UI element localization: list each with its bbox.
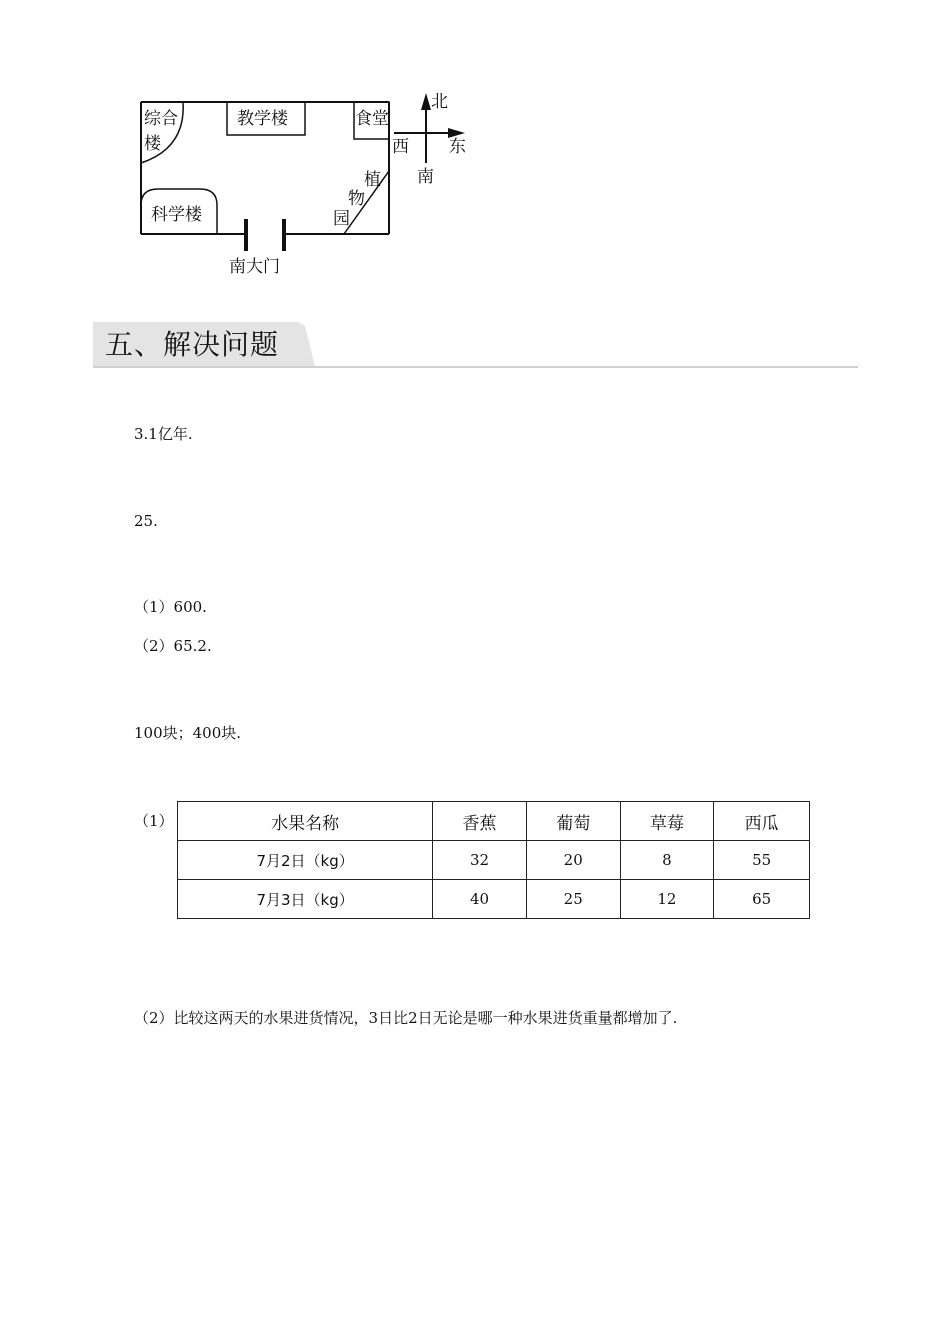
- zonghe-label-1: 综合: [144, 109, 178, 129]
- table-cell: 65: [714, 880, 810, 919]
- table-cell: 40: [433, 880, 527, 919]
- table-header-cell: 草莓: [620, 802, 714, 841]
- table-cell: 25: [526, 880, 620, 919]
- zonghe-label-2: 楼: [144, 134, 161, 154]
- compass-west: 西: [392, 137, 409, 157]
- compass-south: 南: [417, 167, 434, 187]
- table-header-cell: 葡萄: [526, 802, 620, 841]
- answer-2: 25.: [134, 512, 158, 530]
- table-cell: 8: [620, 841, 714, 880]
- section-title: 五、解决问题: [105, 328, 280, 361]
- zhiwu-label-2: 物: [348, 189, 365, 209]
- kexue-label: 科学楼: [151, 205, 202, 225]
- table-header-cell: 香蕉: [433, 802, 527, 841]
- table-row-label: 7月3日（kg）: [178, 880, 433, 919]
- jiaoxue-label: 教学楼: [237, 109, 288, 129]
- table-row: [178, 880, 810, 919]
- answer-3-part-2: （2）65.2.: [134, 637, 212, 655]
- table-cell: 55: [714, 841, 810, 880]
- table-cell: 20: [526, 841, 620, 880]
- table-row: [178, 841, 810, 880]
- compass-east: 东: [449, 137, 466, 157]
- answer-1: 3.1亿年.: [134, 425, 193, 443]
- answer-5-part-2: （2）比较这两天的水果进货情况，3日比2日无论是哪一种水果进货重量都增加了.: [134, 1009, 678, 1027]
- table-header-cell: 西瓜: [714, 802, 810, 841]
- shitang-label: 食堂: [355, 109, 389, 129]
- zhiwu-label-1: 植: [364, 170, 381, 190]
- answer-3-part-1: （1）600.: [134, 598, 207, 616]
- answer-5-label: （1）: [134, 812, 174, 830]
- table-header-cell: 水果名称: [178, 802, 433, 841]
- table-header-row: [178, 802, 810, 841]
- answer-4: 100块；400块.: [134, 724, 242, 742]
- gate-label: 南大门: [229, 257, 280, 277]
- compass-north: 北: [431, 92, 448, 112]
- fruit-table: [177, 801, 810, 919]
- table-cell: 32: [433, 841, 527, 880]
- zhiwu-label-3: 园: [333, 209, 350, 229]
- table-row-label: 7月2日（kg）: [178, 841, 433, 880]
- table-cell: 12: [620, 880, 714, 919]
